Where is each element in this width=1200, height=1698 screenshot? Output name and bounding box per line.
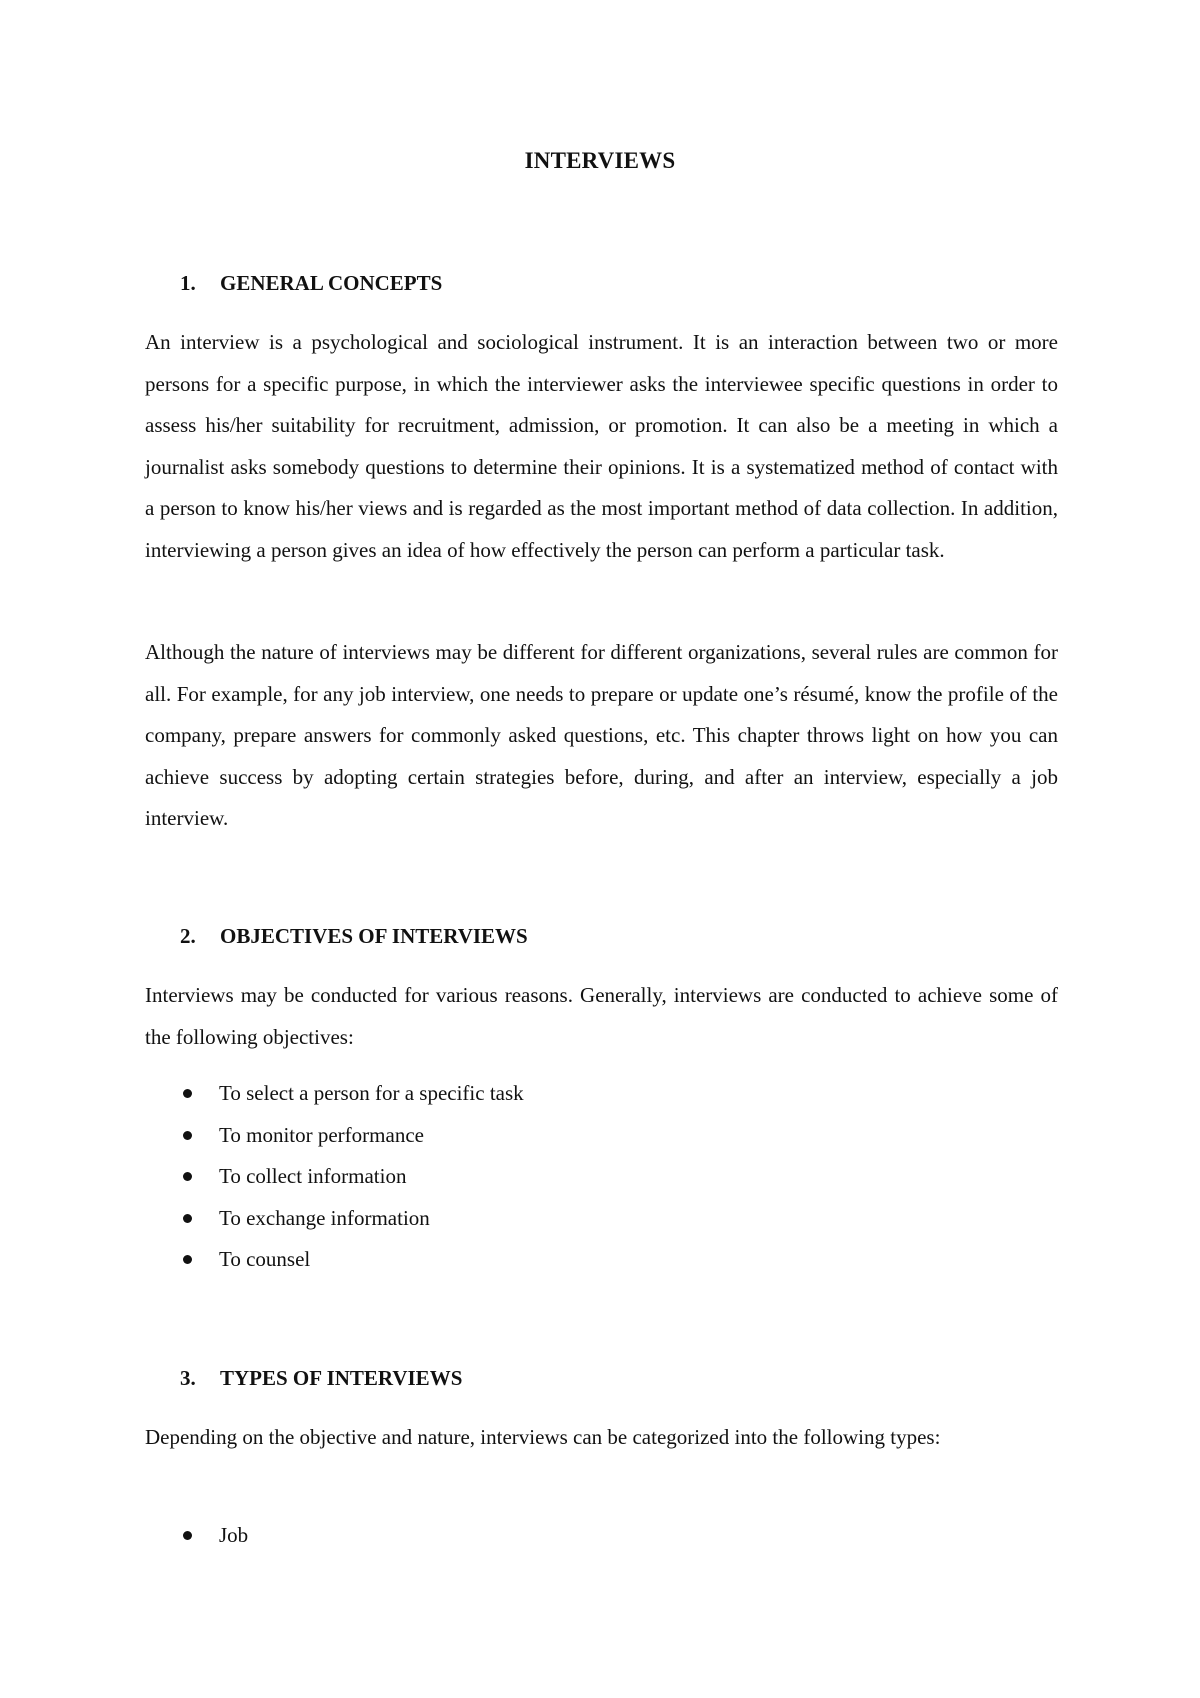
list-item [0,1156,1200,1198]
list-item-text: Job [219,1523,249,1547]
types-bullet-list [0,1515,1200,1557]
list-item-text: To monitor performance [219,1122,424,1147]
section-title: GENERAL CONCEPTS [220,271,443,295]
paragraph-general-concepts-2: Although the nature of interviews may be different for different organizations, several rules are common for all. For example, for any job interview, one needs to prepare or update one’s résumé, know the profile of the company, prepare answers for commonly asked questions, etc. This chapter throws light on how you can achieve success by adopting certain strategies before, during, and after an interview, especially a job interview. [145,640,1058,830]
bullet-icon [183,1214,192,1223]
bullet-icon [183,1531,192,1540]
section-heading-general-concepts [180,271,442,296]
list-item [0,1239,1200,1281]
bullet-icon [183,1255,192,1264]
section-title: TYPES OF INTERVIEWS [220,1366,463,1390]
section-number: 2. [180,924,196,948]
list-item [0,1515,1200,1557]
section-heading-objectives [180,924,528,949]
paragraph-objectives: Interviews may be conducted for various reasons. Generally, interviews are conducted to achieve some of the following objectives: [145,983,1058,1049]
paragraph-types: Depending on the objective and nature, interviews can be categorized into the following types: [145,1425,941,1449]
list-item [0,1198,1200,1240]
section-heading-types [180,1366,462,1391]
list-item-text: To exchange information [219,1205,430,1230]
paragraph-general-concepts-1: An interview is a psychological and sociological instrument. It is an interaction between two or more persons for a specific purpose, in which the interviewer asks the interviewee specific questions in order to assess his/her suitability for recruitment, admission, or promotion. It can also be a meeting in which a journalist asks somebody questions to determine their opinions. It is a systematized method of contact with a person to know his/her views and is regarded as the most important method of data collection. In addition, interviewing a person gives an idea of how effectively the person can perform a particular task. [145,330,1058,562]
section-number: 1. [180,271,196,295]
bullet-icon [183,1131,192,1140]
section-number: 3. [180,1366,196,1390]
bullet-icon [183,1089,192,1098]
bullet-icon [183,1172,192,1181]
list-item-text: To collect information [219,1164,407,1188]
section-title: OBJECTIVES OF INTERVIEWS [220,924,528,948]
document-title: INTERVIEWS [524,148,676,173]
list-item [0,1073,1200,1115]
list-item-text: To counsel [219,1247,311,1271]
list-item [0,1115,1200,1157]
list-item-text: To select a person for a specific task [219,1081,524,1105]
objectives-bullet-list [0,1073,1200,1281]
